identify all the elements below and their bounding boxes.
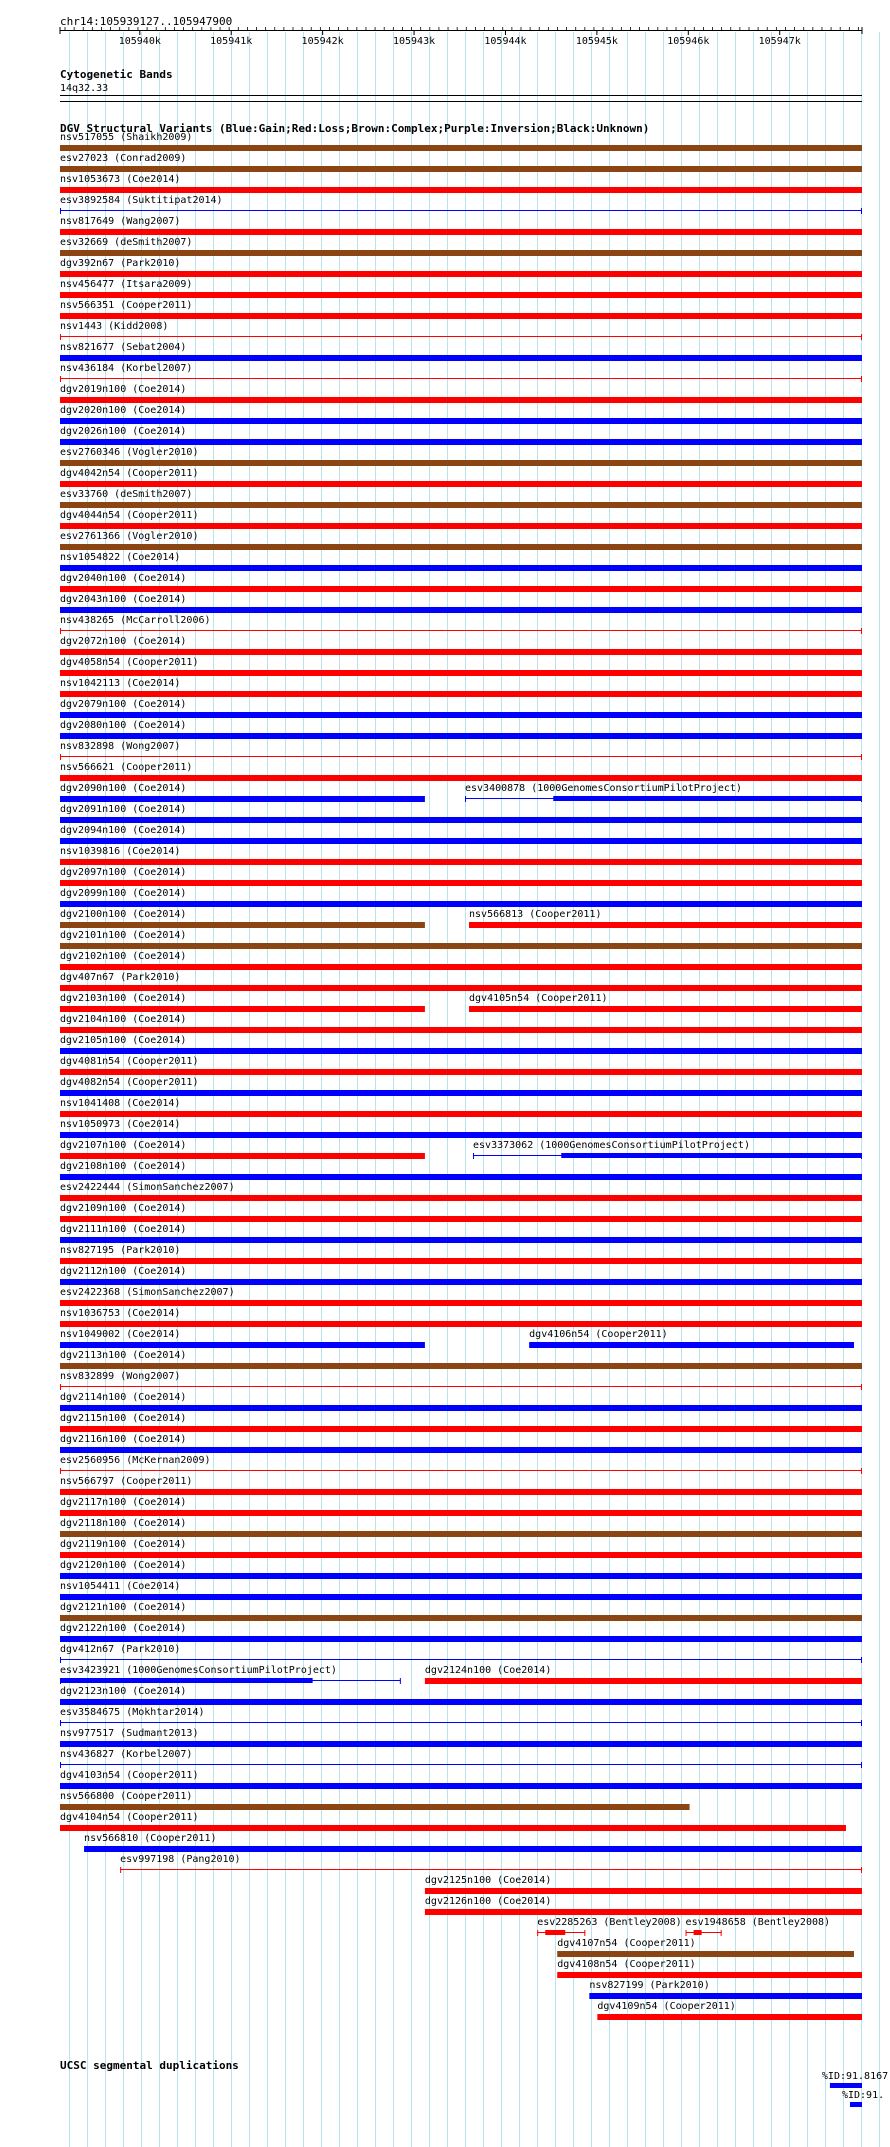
cytoband-label: 14q32.33 bbox=[60, 83, 109, 94]
sv-feature-bar[interactable] bbox=[60, 145, 862, 151]
sv-feature-bar[interactable] bbox=[60, 691, 862, 697]
sv-feature-block[interactable] bbox=[561, 1153, 862, 1158]
sv-feature[interactable] bbox=[60, 363, 862, 382]
sv-feature-label: dgv4109n54 (Cooper2011) bbox=[597, 2001, 736, 2012]
sv-feature[interactable] bbox=[60, 930, 862, 949]
sv-feature[interactable] bbox=[589, 1980, 862, 1999]
sv-feature-label: dgv4107n54 (Cooper2011) bbox=[557, 1938, 696, 1949]
sv-feature-bar[interactable] bbox=[60, 922, 425, 928]
ruler-tick-label: 105942k bbox=[301, 36, 344, 47]
sv-feature-label: nsv817649 (Wang2007) bbox=[60, 216, 181, 227]
sv-feature[interactable] bbox=[60, 468, 862, 487]
sv-feature-label: dgv2107n100 (Coe2014) bbox=[60, 1140, 187, 1151]
sv-feature[interactable] bbox=[597, 2001, 862, 2020]
sv-feature[interactable] bbox=[60, 279, 862, 298]
sv-feature[interactable] bbox=[60, 573, 862, 592]
sv-feature-label: nsv1041408 (Coe2014) bbox=[60, 1098, 181, 1109]
sv-feature-label: nsv436827 (Korbel2007) bbox=[60, 1749, 193, 1760]
sv-feature[interactable] bbox=[60, 1035, 862, 1054]
sv-feature-bar[interactable] bbox=[60, 1552, 862, 1558]
sv-feature-label: nsv566800 (Cooper2011) bbox=[60, 1791, 193, 1802]
sv-feature-bar[interactable] bbox=[589, 1993, 862, 1999]
position-label: chr14:105939127..105947900 bbox=[60, 15, 233, 28]
sv-feature[interactable] bbox=[60, 594, 862, 613]
sv-feature-bar[interactable] bbox=[60, 292, 862, 298]
sv-feature[interactable] bbox=[465, 783, 862, 802]
ruler-tick-label: 105943k bbox=[392, 36, 436, 47]
sv-feature-label: esv2422444 (SimonSanchez2007) bbox=[60, 1182, 235, 1193]
sv-feature[interactable] bbox=[60, 1140, 425, 1159]
sv-feature-label: dgv2117n100 (Coe2014) bbox=[60, 1497, 187, 1508]
sv-feature[interactable] bbox=[60, 888, 862, 907]
sv-feature[interactable] bbox=[60, 1728, 862, 1747]
sv-feature-label: dgv2121n100 (Coe2014) bbox=[60, 1602, 187, 1613]
sv-feature[interactable] bbox=[60, 1266, 862, 1285]
sv-feature-label: dgv2099n100 (Coe2014) bbox=[60, 888, 187, 899]
sv-feature[interactable] bbox=[60, 678, 862, 697]
ruler-tick-label: 105946k bbox=[667, 36, 710, 47]
sv-feature-label: dgv2109n100 (Coe2014) bbox=[60, 1203, 187, 1214]
dgv-track-title: DGV Structural Variants (Blue:Gain;Red:Loss;Brown:Complex;Purple:Inversion;Black:Unknown) bbox=[60, 122, 650, 135]
sv-feature-label: dgv2113n100 (Coe2014) bbox=[60, 1350, 187, 1361]
cytoband-track-title: Cytogenetic Bands bbox=[60, 68, 173, 81]
sv-feature-bar[interactable] bbox=[60, 481, 862, 487]
sv-feature-bar[interactable] bbox=[60, 1510, 862, 1516]
sv-feature-bar[interactable] bbox=[60, 1048, 862, 1054]
sv-feature-label: nsv1054411 (Coe2014) bbox=[60, 1581, 181, 1592]
ruler-tick-label: 105940k bbox=[118, 36, 161, 47]
sv-feature[interactable] bbox=[60, 405, 862, 424]
sv-feature[interactable] bbox=[469, 909, 862, 928]
sv-feature-bar[interactable] bbox=[60, 1426, 862, 1432]
sv-feature-label: dgv2102n100 (Coe2014) bbox=[60, 951, 187, 962]
sv-feature-block[interactable] bbox=[545, 1930, 565, 1935]
sv-feature-block[interactable] bbox=[553, 796, 862, 801]
sv-feature-label: esv3584675 (Mokhtar2014) bbox=[60, 1707, 205, 1718]
sv-feature-bar[interactable] bbox=[60, 1573, 862, 1579]
sv-feature-label: nsv438265 (McCarroll2006) bbox=[60, 615, 211, 626]
ruler[interactable] bbox=[60, 27, 862, 47]
sv-feature-label: dgv2020n100 (Coe2014) bbox=[60, 405, 187, 416]
sv-feature[interactable] bbox=[60, 489, 862, 508]
sv-feature-label: nsv566351 (Cooper2011) bbox=[60, 300, 193, 311]
sv-feature-label: dgv2043n100 (Coe2014) bbox=[60, 594, 187, 605]
sv-feature-label: dgv4103n54 (Cooper2011) bbox=[60, 1770, 199, 1781]
sv-feature-label: dgv2101n100 (Coe2014) bbox=[60, 930, 187, 941]
sv-feature[interactable] bbox=[60, 1371, 862, 1390]
sv-feature-label: nsv1039816 (Coe2014) bbox=[60, 846, 181, 857]
sv-feature-bar[interactable] bbox=[60, 565, 862, 571]
sv-feature-label: dgv2072n100 (Coe2014) bbox=[60, 636, 187, 647]
sv-feature-bar[interactable] bbox=[60, 880, 862, 886]
sv-feature-label: nsv1042113 (Coe2014) bbox=[60, 678, 181, 689]
sv-feature-label: dgv2104n100 (Coe2014) bbox=[60, 1014, 187, 1025]
sv-feature-label: esv3423921 (1000GenomesConsortiumPilotProject) bbox=[60, 1665, 337, 1676]
sv-feature-label: esv2761366 (Vogler2010) bbox=[60, 531, 199, 542]
sv-feature-label: dgv412n67 (Park2010) bbox=[60, 1644, 181, 1655]
sv-feature-bar[interactable] bbox=[60, 838, 862, 844]
sv-feature[interactable] bbox=[60, 1791, 690, 1810]
sv-feature[interactable] bbox=[529, 1329, 854, 1348]
sv-feature-bar[interactable] bbox=[60, 460, 862, 466]
sv-feature-bar[interactable] bbox=[60, 397, 862, 403]
ruler-tick-label: 105947k bbox=[758, 36, 801, 47]
sv-feature-bar[interactable] bbox=[60, 1195, 862, 1201]
sv-feature[interactable] bbox=[60, 1161, 862, 1180]
sv-feature[interactable] bbox=[60, 321, 862, 340]
sv-feature[interactable] bbox=[60, 153, 862, 172]
sv-feature[interactable] bbox=[60, 1434, 862, 1453]
sv-feature[interactable] bbox=[60, 237, 862, 256]
sv-feature-label: dgv2122n100 (Coe2014) bbox=[60, 1623, 187, 1634]
sv-feature-bar[interactable] bbox=[60, 1783, 862, 1789]
sv-feature-bar[interactable] bbox=[597, 2014, 862, 2020]
sv-feature-label: dgv2119n100 (Coe2014) bbox=[60, 1539, 187, 1550]
sv-feature-block[interactable] bbox=[60, 1678, 313, 1683]
sv-feature[interactable] bbox=[60, 951, 862, 970]
sv-feature-bar[interactable] bbox=[60, 439, 862, 445]
sv-feature-bar[interactable] bbox=[60, 1699, 862, 1705]
sv-feature[interactable] bbox=[60, 804, 862, 823]
sv-feature[interactable] bbox=[60, 1224, 862, 1243]
sv-feature-bar[interactable] bbox=[60, 544, 862, 550]
sv-feature-label: nsv821677 (Sebat2004) bbox=[60, 342, 187, 353]
sv-feature-label: dgv2094n100 (Coe2014) bbox=[60, 825, 187, 836]
segmental-duplications-track[interactable] bbox=[822, 2071, 888, 2107]
sv-feature-label: dgv2108n100 (Coe2014) bbox=[60, 1161, 187, 1172]
sv-feature-bar[interactable] bbox=[60, 964, 862, 970]
sv-feature[interactable] bbox=[60, 741, 862, 760]
sv-feature-label: dgv4106n54 (Cooper2011) bbox=[529, 1329, 668, 1340]
sv-feature-bar[interactable] bbox=[60, 250, 862, 256]
sv-feature-label: dgv2112n100 (Coe2014) bbox=[60, 1266, 187, 1277]
sv-feature-label: dgv2026n100 (Coe2014) bbox=[60, 426, 187, 437]
sv-feature-bar[interactable] bbox=[60, 1594, 862, 1600]
sv-feature-label: dgv2019n100 (Coe2014) bbox=[60, 384, 187, 395]
sv-feature-label: dgv2125n100 (Coe2014) bbox=[424, 1875, 552, 1886]
sv-feature-bar[interactable] bbox=[60, 586, 862, 592]
sv-feature[interactable] bbox=[60, 1077, 862, 1096]
sv-feature[interactable] bbox=[60, 342, 862, 361]
sv-feature[interactable] bbox=[60, 510, 862, 529]
sv-feature[interactable] bbox=[557, 1938, 854, 1957]
sv-feature-bar[interactable] bbox=[60, 1111, 862, 1117]
sv-feature-label: dgv4105n54 (Cooper2011) bbox=[469, 993, 608, 1004]
sv-feature-label: esv2560956 (McKernan2009) bbox=[60, 1455, 211, 1466]
sv-feature[interactable] bbox=[60, 993, 425, 1012]
sv-feature-label: nsv1049002 (Coe2014) bbox=[60, 1329, 181, 1340]
sv-feature[interactable] bbox=[425, 1896, 862, 1915]
sv-feature-label: nsv1053673 (Coe2014) bbox=[60, 174, 181, 185]
sv-feature-label: dgv2040n100 (Coe2014) bbox=[60, 573, 187, 584]
sv-feature-label: esv32669 (deSmith2007) bbox=[60, 237, 193, 248]
sv-feature-bar[interactable] bbox=[60, 1405, 862, 1411]
sv-feature-label: nsv977517 (Sudmant2013) bbox=[60, 1728, 199, 1739]
sv-feature-label: dgv2115n100 (Coe2014) bbox=[60, 1413, 187, 1424]
sv-feature-block[interactable] bbox=[694, 1930, 702, 1935]
sv-feature[interactable] bbox=[60, 384, 862, 403]
sv-feature-label: dgv4042n54 (Cooper2011) bbox=[60, 468, 199, 479]
sv-feature-label: dgv2111n100 (Coe2014) bbox=[60, 1224, 187, 1235]
sv-feature[interactable] bbox=[60, 657, 862, 676]
sv-feature-label: nsv566797 (Cooper2011) bbox=[60, 1476, 193, 1487]
sv-feature-label: dgv2118n100 (Coe2014) bbox=[60, 1518, 187, 1529]
sv-feature-label: dgv2090n100 (Coe2014) bbox=[60, 783, 187, 794]
segdup-feature[interactable] bbox=[842, 2090, 884, 2107]
sv-feature-bar[interactable] bbox=[60, 355, 862, 361]
sv-feature[interactable] bbox=[60, 1497, 862, 1516]
sv-feature-label: nsv436184 (Korbel2007) bbox=[60, 363, 193, 374]
sv-feature-label: nsv566813 (Cooper2011) bbox=[469, 909, 602, 920]
sv-feature-label: esv3373062 (1000GenomesConsortiumPilotProject) bbox=[473, 1140, 750, 1151]
sv-feature-bar[interactable] bbox=[557, 1951, 854, 1957]
dgv-structural-variants-track[interactable] bbox=[60, 132, 862, 2020]
sv-feature-bar[interactable] bbox=[60, 859, 862, 865]
sv-feature[interactable] bbox=[60, 552, 862, 571]
sv-feature-label: esv2760346 (Vogler2010) bbox=[60, 447, 199, 458]
sv-feature[interactable] bbox=[60, 531, 862, 550]
sv-feature-bar[interactable] bbox=[60, 523, 862, 529]
sv-feature[interactable] bbox=[60, 1014, 862, 1033]
sv-feature-bar[interactable] bbox=[529, 1342, 854, 1348]
sv-feature-label: nsv827195 (Park2010) bbox=[60, 1245, 181, 1256]
sv-feature-bar[interactable] bbox=[60, 796, 425, 802]
sv-feature[interactable] bbox=[60, 1392, 862, 1411]
sv-feature-bar[interactable] bbox=[60, 1489, 862, 1495]
sv-feature-label: dgv4044n54 (Cooper2011) bbox=[60, 510, 199, 521]
sv-feature[interactable] bbox=[60, 699, 862, 718]
sv-feature-label: esv2422368 (SimonSanchez2007) bbox=[60, 1287, 235, 1298]
sv-feature-bar[interactable] bbox=[60, 733, 862, 739]
sv-feature-label: dgv2103n100 (Coe2014) bbox=[60, 993, 187, 1004]
sv-feature-label: dgv4104n54 (Cooper2011) bbox=[60, 1812, 199, 1823]
sv-feature-bar[interactable] bbox=[60, 1069, 862, 1075]
sv-feature-bar[interactable] bbox=[60, 1531, 862, 1537]
sv-feature[interactable] bbox=[60, 1203, 862, 1222]
sv-feature[interactable] bbox=[60, 762, 862, 781]
sv-feature[interactable] bbox=[425, 1665, 862, 1684]
sv-feature-label: dgv2124n100 (Coe2014) bbox=[424, 1665, 552, 1676]
sv-feature-label: dgv2116n100 (Coe2014) bbox=[60, 1434, 187, 1445]
sv-feature[interactable] bbox=[60, 447, 862, 466]
sv-feature[interactable] bbox=[60, 1182, 862, 1201]
sv-feature-label: dgv2097n100 (Coe2014) bbox=[60, 867, 187, 878]
sv-feature-label: nsv832899 (Wong2007) bbox=[60, 1371, 181, 1382]
sv-feature[interactable] bbox=[60, 1644, 862, 1663]
sv-feature[interactable] bbox=[60, 1098, 862, 1117]
sv-feature[interactable] bbox=[60, 720, 862, 739]
sv-feature[interactable] bbox=[60, 258, 862, 277]
sv-feature-bar[interactable] bbox=[60, 607, 862, 613]
sv-feature[interactable] bbox=[60, 1749, 862, 1768]
sv-feature-label: esv997198 (Pang2010) bbox=[120, 1854, 241, 1865]
sv-feature-label: nsv1054822 (Coe2014) bbox=[60, 552, 181, 563]
sv-feature[interactable] bbox=[60, 216, 862, 235]
sv-feature-label: dgv4058n54 (Cooper2011) bbox=[60, 657, 199, 668]
sv-feature-bar[interactable] bbox=[60, 670, 862, 676]
sv-feature-label: nsv517055 (Shaikh2009) bbox=[60, 132, 193, 143]
sv-feature-bar[interactable] bbox=[60, 1342, 425, 1348]
sv-feature-label: dgv2091n100 (Coe2014) bbox=[60, 804, 187, 815]
sv-feature-bar[interactable] bbox=[60, 1237, 862, 1243]
sv-feature[interactable] bbox=[60, 1329, 425, 1348]
sv-feature-bar[interactable] bbox=[60, 1636, 862, 1642]
sv-feature-bar[interactable] bbox=[60, 1447, 862, 1453]
ruler-tick-label: 105945k bbox=[575, 36, 618, 47]
sv-feature-bar[interactable] bbox=[60, 1027, 862, 1033]
sv-feature-bar[interactable] bbox=[60, 775, 862, 781]
sv-feature[interactable] bbox=[686, 1917, 831, 1936]
sv-feature-label: esv2285263 (Bentley2008) bbox=[537, 1917, 682, 1928]
sv-feature-bar[interactable] bbox=[60, 271, 862, 277]
sv-feature-label: dgv407n67 (Park2010) bbox=[60, 972, 181, 983]
sv-feature-bar[interactable] bbox=[60, 1279, 862, 1285]
sv-feature[interactable] bbox=[60, 636, 862, 655]
sv-feature-bar[interactable] bbox=[60, 166, 862, 172]
sv-feature[interactable] bbox=[60, 1056, 862, 1075]
sv-feature-bar[interactable] bbox=[425, 1909, 862, 1915]
sv-feature-label: nsv827199 (Park2010) bbox=[589, 1980, 710, 1991]
sv-feature-bar[interactable] bbox=[60, 1363, 862, 1369]
sv-feature-label: nsv566621 (Cooper2011) bbox=[60, 762, 193, 773]
ruler-tick-label: 105944k bbox=[484, 36, 527, 47]
sv-feature-label: esv1948658 (Bentley2008) bbox=[685, 1917, 831, 1928]
sv-feature-bar[interactable] bbox=[60, 1174, 862, 1180]
sv-feature-bar[interactable] bbox=[60, 1615, 862, 1621]
sv-feature[interactable] bbox=[60, 174, 862, 193]
sv-feature-bar[interactable] bbox=[60, 1006, 425, 1012]
sv-feature[interactable] bbox=[60, 1623, 862, 1642]
sv-feature[interactable] bbox=[60, 1287, 862, 1306]
sv-feature-bar[interactable] bbox=[469, 1006, 862, 1012]
sv-feature-label: dgv4108n54 (Cooper2011) bbox=[557, 1959, 696, 1970]
segdup-feature[interactable] bbox=[822, 2071, 888, 2088]
sv-feature-bar[interactable] bbox=[60, 187, 862, 193]
sv-feature[interactable] bbox=[60, 1539, 862, 1558]
segdup-track-title: UCSC segmental duplications bbox=[60, 2059, 239, 2072]
sv-feature[interactable] bbox=[60, 1665, 401, 1684]
sv-feature-bar[interactable] bbox=[60, 649, 862, 655]
sv-feature-label: dgv2123n100 (Coe2014) bbox=[60, 1686, 187, 1697]
segdup-bar[interactable] bbox=[830, 2083, 862, 2088]
sv-feature[interactable] bbox=[557, 1959, 862, 1978]
sv-feature-bar[interactable] bbox=[60, 418, 862, 424]
sv-feature-bar[interactable] bbox=[60, 1090, 862, 1096]
sv-feature[interactable] bbox=[60, 1581, 862, 1600]
sv-feature-bar[interactable] bbox=[60, 901, 862, 907]
sv-feature-bar[interactable] bbox=[60, 1741, 862, 1747]
sv-feature[interactable] bbox=[84, 1833, 862, 1852]
sv-feature-label: dgv2100n100 (Coe2014) bbox=[60, 909, 187, 920]
sv-feature[interactable] bbox=[425, 1875, 862, 1894]
sv-feature[interactable] bbox=[60, 300, 862, 319]
sv-feature-label: nsv832898 (Wong2007) bbox=[60, 741, 181, 752]
sv-feature-label: dgv2105n100 (Coe2014) bbox=[60, 1035, 187, 1046]
sv-feature-bar[interactable] bbox=[60, 712, 862, 718]
sv-feature[interactable] bbox=[60, 1707, 862, 1726]
sv-feature-label: dgv2080n100 (Coe2014) bbox=[60, 720, 187, 731]
sv-feature[interactable] bbox=[60, 1350, 862, 1369]
sv-feature-label: esv3400878 (1000GenomesConsortiumPilotProject) bbox=[465, 783, 742, 794]
sv-feature[interactable] bbox=[60, 783, 425, 802]
sv-feature-bar[interactable] bbox=[84, 1846, 862, 1852]
sv-feature-bar[interactable] bbox=[60, 1258, 862, 1264]
segdup-label: %ID:91.8167 bbox=[821, 2071, 889, 2082]
sv-feature[interactable] bbox=[60, 1518, 862, 1537]
sv-feature[interactable] bbox=[60, 1119, 862, 1138]
sv-feature[interactable] bbox=[60, 615, 862, 634]
sv-feature-label: nsv456477 (Itsara2009) bbox=[60, 279, 193, 290]
segdup-label: %ID:91. bbox=[841, 2090, 885, 2101]
sv-feature[interactable] bbox=[60, 825, 862, 844]
sv-feature-bar[interactable] bbox=[60, 943, 862, 949]
sv-feature[interactable] bbox=[60, 1413, 862, 1432]
ruler-tick-label: 105941k bbox=[210, 36, 253, 47]
segdup-bar[interactable] bbox=[850, 2102, 862, 2107]
sv-feature[interactable] bbox=[60, 1245, 862, 1264]
sv-feature-label: nsv1050973 (Coe2014) bbox=[60, 1119, 181, 1130]
sv-feature-bar[interactable] bbox=[60, 1132, 862, 1138]
sv-feature-label: dgv2079n100 (Coe2014) bbox=[60, 699, 187, 710]
sv-feature-label: dgv4082n54 (Cooper2011) bbox=[60, 1077, 199, 1088]
sv-feature-bar[interactable] bbox=[425, 1888, 862, 1894]
sv-feature-label: esv33760 (deSmith2007) bbox=[60, 489, 193, 500]
sv-feature[interactable] bbox=[60, 1602, 862, 1621]
sv-feature-bar[interactable] bbox=[60, 502, 862, 508]
sv-feature-bar[interactable] bbox=[60, 313, 862, 319]
sv-feature[interactable] bbox=[60, 195, 862, 214]
sv-feature-bar[interactable] bbox=[60, 1804, 690, 1810]
sv-feature[interactable] bbox=[60, 1686, 862, 1705]
sv-feature-label: dgv2126n100 (Coe2014) bbox=[424, 1896, 552, 1907]
sv-feature[interactable] bbox=[60, 867, 862, 886]
sv-feature[interactable] bbox=[60, 846, 862, 865]
sv-feature-label: nsv1036753 (Coe2014) bbox=[60, 1308, 181, 1319]
sv-feature[interactable] bbox=[60, 426, 862, 445]
sv-feature-label: esv3892584 (Suktitipat2014) bbox=[60, 195, 223, 206]
sv-feature-bar[interactable] bbox=[60, 985, 862, 991]
sv-feature[interactable] bbox=[60, 1455, 862, 1474]
sv-feature-bar[interactable] bbox=[60, 1300, 862, 1306]
sv-feature-bar[interactable] bbox=[557, 1972, 862, 1978]
sv-feature[interactable] bbox=[473, 1140, 862, 1159]
sv-feature-label: dgv392n67 (Park2010) bbox=[60, 258, 181, 269]
sv-feature[interactable] bbox=[60, 1812, 846, 1831]
sv-feature-label: dgv2120n100 (Coe2014) bbox=[60, 1560, 187, 1571]
sv-feature-label: dgv2114n100 (Coe2014) bbox=[60, 1392, 187, 1403]
sv-feature[interactable] bbox=[469, 993, 862, 1012]
sv-feature-bar[interactable] bbox=[60, 1321, 862, 1327]
sv-feature-label: nsv1443 (Kidd2008) bbox=[60, 321, 169, 332]
sv-feature[interactable] bbox=[60, 972, 862, 991]
sv-feature[interactable] bbox=[60, 909, 425, 928]
sv-feature-bar[interactable] bbox=[60, 817, 862, 823]
sv-feature-label: esv27023 (Conrad2009) bbox=[60, 153, 187, 164]
sv-feature-bar[interactable] bbox=[60, 1153, 425, 1159]
sv-feature-label: nsv566810 (Cooper2011) bbox=[84, 1833, 217, 1844]
sv-feature-bar[interactable] bbox=[60, 1825, 846, 1831]
sv-feature-label: dgv4081n54 (Cooper2011) bbox=[60, 1056, 199, 1067]
sv-feature-bar[interactable] bbox=[469, 922, 862, 928]
sv-feature-bar[interactable] bbox=[60, 1216, 862, 1222]
sv-feature[interactable] bbox=[60, 1560, 862, 1579]
sv-feature[interactable] bbox=[60, 1308, 862, 1327]
sv-feature-bar[interactable] bbox=[60, 229, 862, 235]
sv-feature[interactable] bbox=[60, 1476, 862, 1495]
sv-feature[interactable] bbox=[60, 1770, 862, 1789]
sv-feature-bar[interactable] bbox=[425, 1678, 862, 1684]
